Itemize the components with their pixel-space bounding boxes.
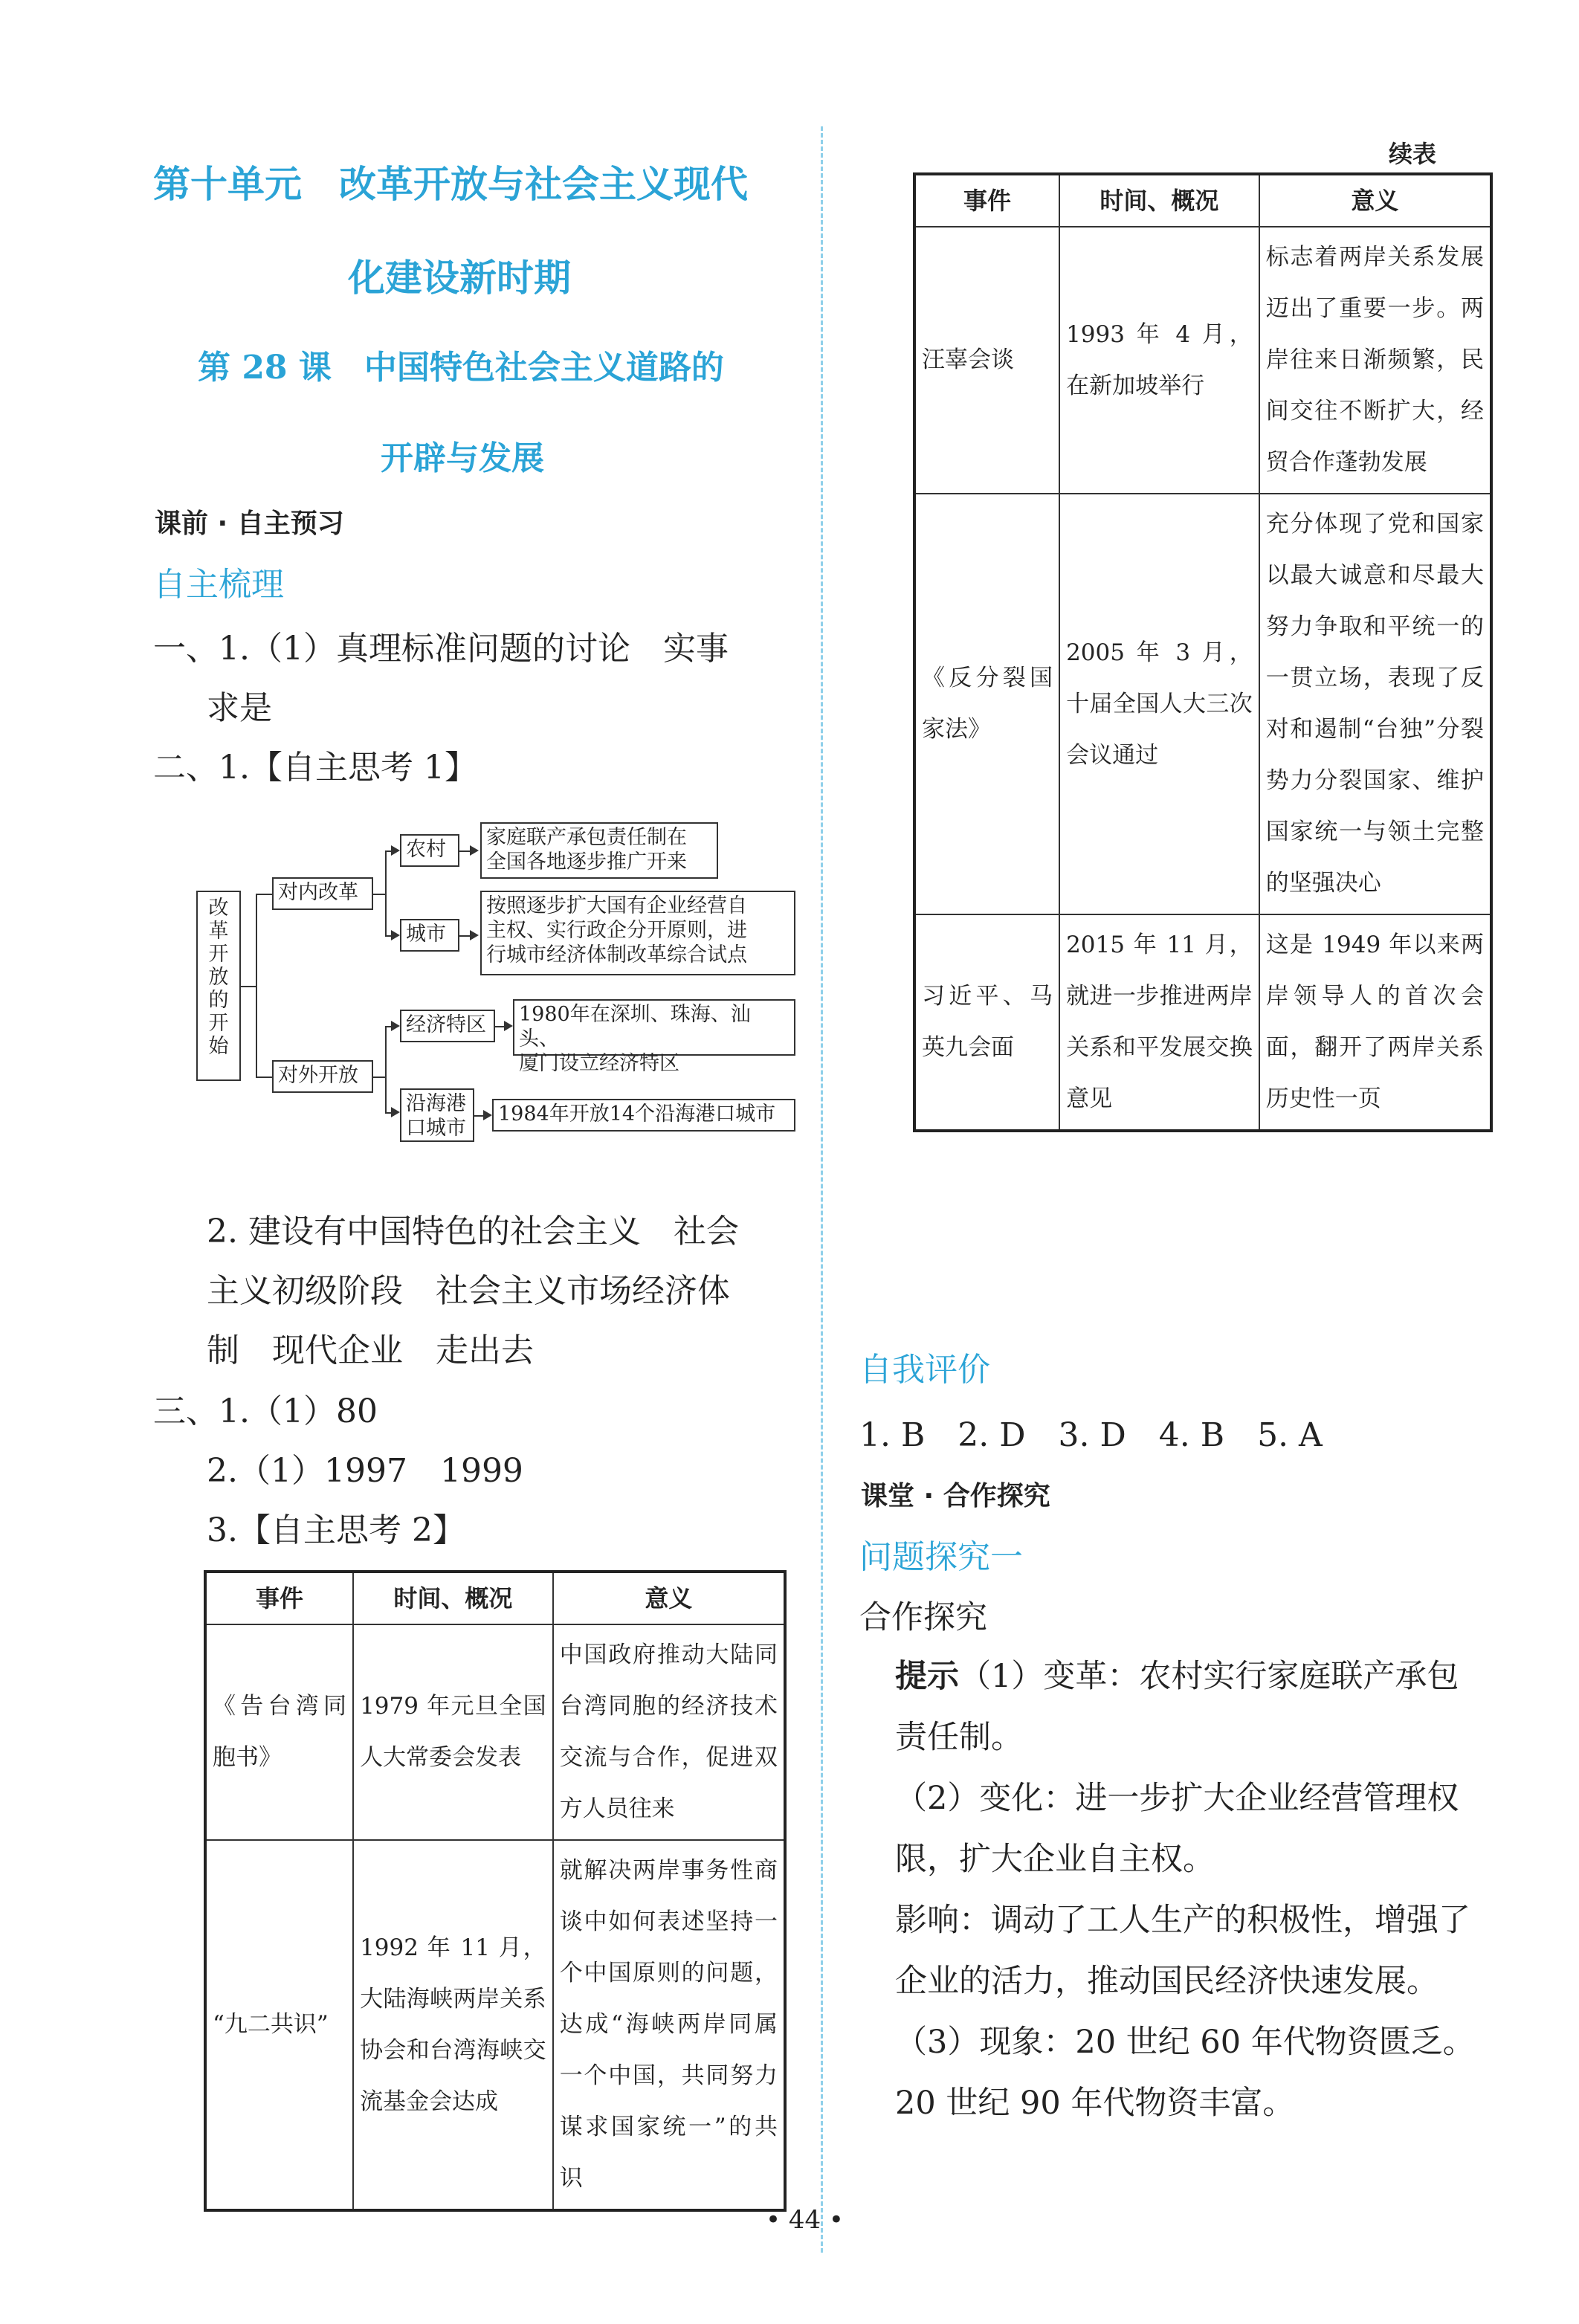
table-header-cell: 事件 [914,174,1059,227]
item-1-1-cont: 求是 [207,689,272,727]
hint-label: 提示 [895,1658,959,1695]
section-class: 课堂 · 合作探究 [861,1481,1050,1511]
item-2-2-line2: 主义初级阶段 社会主义市场经济体 [207,1272,730,1310]
table-row [914,227,1491,494]
unit-title-line1: 第十单元 改革开放与社会主义现代 [153,163,748,206]
hint-block [895,1646,1490,2134]
diagram-rural-desc: 家庭联产承包责任制在 全国各地逐步推广开来 [480,822,718,879]
table-cell: 《告台湾同胞书》 [205,1624,353,1840]
table-header-cell: 事件 [205,1572,353,1624]
table-row [205,1840,785,2210]
table-cell: 充分体现了党和国家以最大诚意和尽最大努力争取和平统一的一贯立场，表现了反对和遏制“台独”分裂势力分裂国家、维护国家统一与领土完整的坚强决心 [1259,494,1491,914]
diagram-coastal-desc: 1984年开放14个沿海港口城市 [492,1099,795,1132]
coop-heading: 合作探究 [859,1599,987,1636]
table-cell: 2015 年 11 月，就进一步推进两岸关系和平发展交换意见 [1059,914,1259,1131]
subheading-outline: 自主梳理 [153,566,284,604]
diagram-domestic: 对内改革 [272,877,373,910]
table-cell: 1979 年元旦全国人大常委会发表 [353,1624,553,1840]
table-cell: 中国政府推动大陆同台湾同胞的经济技术交流与合作，促进双方人员往来 [553,1624,785,1840]
item-1-1: 一、1.（1）真理标准问题的讨论 实事 [153,630,729,668]
table-cell: “九二共识” [205,1840,353,2210]
hint-4: （3）现象：20 世纪 60 年代物资匮乏。20 世纪 90 年代物资丰富。 [895,2024,1475,2122]
table-cell: 1993 年 4 月，在新加坡举行 [1059,227,1259,494]
item-2-1: 二、1.【自主思考 1】 [153,749,477,787]
item-2-2-line1: 2. 建设有中国特色的社会主义 社会 [207,1213,739,1250]
table-cell: 习近平、马英九会面 [914,914,1059,1131]
table-cell: 标志着两岸关系发展迈出了重要一步。两岸往来日渐频繁，民间交往不断扩大，经贸合作蓬勃发展 [1259,227,1491,494]
diagram-rural: 农村 [400,834,459,867]
answers: 1. B 2. D 3. D 4. B 5. A [859,1416,1323,1454]
table-cell: 汪辜会谈 [914,227,1059,494]
page-number: • 44 • [766,2205,844,2235]
table-header-cell: 时间、概况 [1059,174,1259,227]
column-divider [821,126,823,2253]
lesson-title-line1: 第 28 课 中国特色社会主义道路的 [198,349,724,387]
diagram-sez: 经济特区 [400,1010,495,1042]
lesson-title-line2: 开辟与发展 [381,439,544,477]
table-header-cell: 意义 [1259,174,1491,227]
table-header-cell: 意义 [553,1572,785,1624]
diagram-coastal: 沿海港 口城市 [400,1088,474,1142]
subheading-inquiry: 问题探究一 [859,1538,1023,1576]
table-header-cell: 时间、概况 [353,1572,553,1624]
table-cell: 就解决两岸事务性商谈中如何表述坚持一个中国原则的问题，达成“海峡两岸同属一个中国，共同努力谋求国家统一”的共识 [553,1840,785,2210]
table-row [914,494,1491,914]
hint-2: （2）变化：进一步扩大企业经营管理权限，扩大企业自主权。 [895,1780,1459,1878]
diagram-root: 改革开放的开始 [196,891,241,1081]
table-cell: 《反分裂国家法》 [914,494,1059,914]
diagram-sez-desc: 1980年在深圳、珠海、汕头、 厦门设立经济特区 [513,999,795,1056]
unit-title-line2: 化建设新时期 [348,256,571,300]
diagram-urban: 城市 [400,919,459,952]
item-3-1: 三、1.（1）80 [153,1392,378,1430]
item-2-2-line3: 制 现代企业 走出去 [207,1332,534,1369]
table-row [914,914,1491,1131]
table-cell: 这是 1949 年以来两岸领导人的首次会面，翻开了两岸关系历史性一页 [1259,914,1491,1131]
table-cross-strait-2 [913,172,1493,1132]
item-3-2: 2.（1）1997 1999 [207,1452,523,1490]
section-preview: 课前 · 自主预习 [155,509,344,539]
hint-3: 影响：调动了工人生产的积极性，增强了企业的活力，推动国民经济快速发展。 [895,1902,1470,2000]
table-cell: 1992 年 11 月，大陆海峡两岸关系协会和台湾海峡交流基金会达成 [353,1840,553,2210]
diagram-foreign: 对外开放 [272,1060,373,1093]
diagram-urban-desc: 按照逐步扩大国有企业经营自 主权、实行政企分开原则，进 行城市经济体制改革综合试点 [480,891,795,975]
table-cross-strait-1 [204,1570,787,2212]
table-cell: 2005 年 3 月，十届全国人大三次会议通过 [1059,494,1259,914]
item-3-3: 3.【自主思考 2】 [207,1511,465,1549]
subheading-self-eval: 自我评价 [859,1351,990,1389]
hint-1: （1）变革：农村实行家庭联产承包责任制。 [895,1658,1459,1756]
table-row [205,1624,785,1840]
table-continued-label: 续表 [1389,140,1437,168]
